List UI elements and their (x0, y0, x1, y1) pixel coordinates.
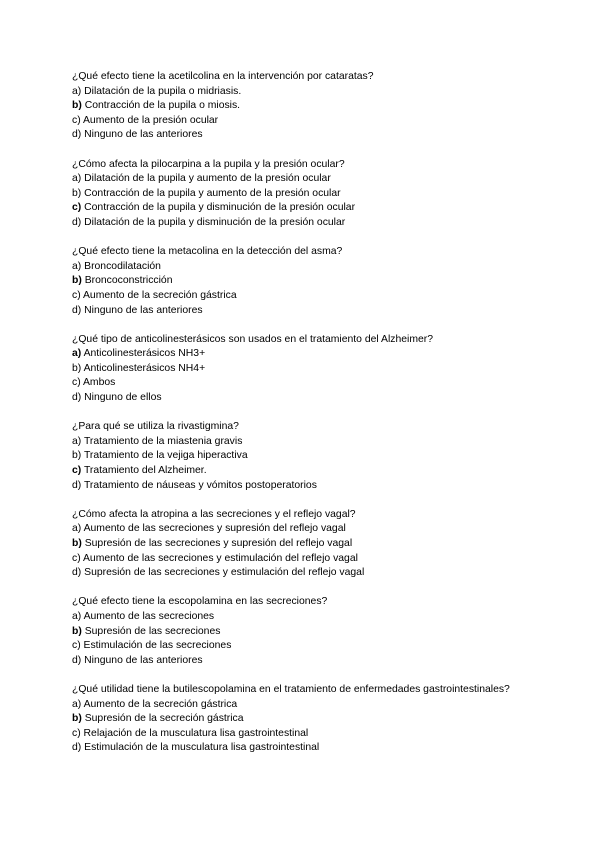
answer-text: Ninguno de ellos (84, 392, 162, 404)
answer-letter: d) (72, 479, 82, 491)
answer-option (72, 376, 542, 391)
question-block (72, 158, 542, 231)
answer-text: Tratamiento de la miastenia gravis (83, 435, 243, 447)
answer-letter-correct: b) (72, 713, 82, 725)
answer-letter: d) (72, 392, 82, 404)
answer-option (72, 625, 542, 640)
answer-option (72, 391, 542, 406)
answer-text: Aumento de las secreciones y supresión del reflejo vagal (83, 523, 346, 535)
answer-option (72, 347, 542, 362)
answer-option (72, 464, 542, 479)
answer-letter: c) (72, 727, 81, 739)
answer-letter: c) (72, 114, 81, 126)
question-block (72, 508, 542, 581)
answer-option (72, 479, 542, 494)
answer-letter-correct: b) (72, 275, 82, 287)
answer-option (72, 639, 542, 654)
answer-option (72, 289, 542, 304)
answer-option (72, 727, 542, 742)
answer-option (72, 172, 542, 187)
question-list (72, 70, 542, 756)
document-page (72, 70, 542, 771)
question-text: ¿Qué efecto tiene la escopolamina en las secreciones? (72, 596, 328, 608)
answer-option (72, 274, 542, 289)
answer-letter-correct: b) (72, 100, 82, 112)
answer-text: Dilatación de la pupila o midriasis. (84, 85, 242, 97)
answer-letter: d) (72, 742, 82, 754)
answer-letter: c) (72, 640, 81, 652)
answer-text: Supresión de la secreción gástrica (84, 713, 244, 725)
answer-letter: a) (72, 523, 82, 535)
answer-option (72, 741, 542, 756)
answer-text: Aumento de la secreción gástrica (83, 698, 238, 710)
answer-text: Broncoconstricción (84, 275, 173, 287)
answer-text: Contracción de la pupila y disminución de la presión ocular (84, 202, 356, 214)
answer-option (72, 712, 542, 727)
answer-text: Estimulación de las secreciones (83, 640, 232, 652)
answer-letter: a) (72, 698, 82, 710)
answer-text: Estimulación de la musculatura lisa gastrointestinal (84, 742, 320, 754)
question-text: ¿Qué tipo de anticolinesterásicos son usados en el tratamiento del Alzheimer? (72, 333, 433, 345)
question-text: ¿Cómo afecta la pilocarpina a la pupila y la presión ocular? (72, 158, 345, 170)
answer-letter-correct: c) (72, 465, 82, 477)
answer-text: Aumento de las secreciones y estimulación del reflejo vagal (82, 552, 358, 564)
answer-text: Tratamiento del Alzheimer. (83, 465, 207, 477)
answer-text: Tratamiento de la vejiga hiperactiva (83, 450, 248, 462)
answer-text: Tratamiento de náuseas y vómitos postoperatorios (83, 479, 317, 491)
answer-letter-correct: a) (72, 348, 82, 360)
answer-letter: a) (72, 610, 82, 622)
answer-option (72, 99, 542, 114)
answer-text: Aumento de la secreción gástrica (82, 289, 237, 301)
question-block (72, 245, 542, 318)
answer-text: Ninguno de las anteriores (84, 654, 203, 666)
answer-text: Dilatación de la pupila y disminución de la presión ocular (84, 216, 346, 228)
answer-option (72, 522, 542, 537)
answer-option (72, 304, 542, 319)
answer-option (72, 114, 542, 129)
answer-text: Ninguno de las anteriores (84, 129, 203, 141)
question-block (72, 333, 542, 406)
answer-text: Dilatación de la pupila y aumento de la presión ocular (84, 173, 331, 185)
question-block (72, 595, 542, 668)
answer-text: Broncodilatación (84, 260, 161, 272)
answer-option (72, 128, 542, 143)
question-block (72, 420, 542, 493)
answer-text: Aumento de las secreciones (83, 610, 215, 622)
answer-letter: b) (72, 187, 82, 199)
question-text: ¿Cómo afecta la atropina a las secreciones y el reflejo vagal? (72, 508, 356, 520)
answer-option (72, 201, 542, 216)
answer-option (72, 552, 542, 567)
question-text: ¿Para qué se utiliza la rivastigmina? (72, 421, 239, 433)
answer-text: Supresión de las secreciones y estimulación del reflejo vagal (84, 567, 365, 579)
answer-text: Relajación de la musculatura lisa gastrointestinal (83, 727, 309, 739)
answer-text: Contracción de la pupila y aumento de la presión ocular (84, 187, 341, 199)
answer-option (72, 435, 542, 450)
answer-letter: d) (72, 654, 82, 666)
answer-option (72, 362, 542, 377)
answer-option (72, 260, 542, 275)
question-block (72, 683, 542, 756)
answer-option (72, 216, 542, 231)
answer-letter: d) (72, 567, 82, 579)
answer-text: Contracción de la pupila o miosis. (84, 100, 241, 112)
answer-letter: a) (72, 260, 82, 272)
answer-option (72, 566, 542, 581)
question-text: ¿Qué utilidad tiene la butilescopolamina en el tratamiento de enfermedades gastrointestinales? (72, 683, 510, 695)
answer-letter: c) (72, 377, 81, 389)
answer-letter: c) (72, 289, 81, 301)
answer-option (72, 449, 542, 464)
answer-text: Ninguno de las anteriores (84, 304, 203, 316)
answer-option (72, 698, 542, 713)
answer-letter: d) (72, 129, 82, 141)
answer-letter: b) (72, 362, 82, 374)
answer-option (72, 85, 542, 100)
answer-option (72, 187, 542, 202)
answer-text: Supresión de las secreciones y supresión del reflejo vagal (84, 538, 353, 549)
answer-letter: b) (72, 450, 82, 462)
answer-text: Anticolinesterásicos NH4+ (83, 362, 206, 374)
answer-letter: a) (72, 173, 82, 185)
answer-text: Ambos (82, 377, 116, 389)
answer-letter: d) (72, 304, 82, 316)
answer-letter: a) (72, 435, 82, 447)
answer-letter-correct: c) (72, 202, 82, 214)
answer-option (72, 610, 542, 625)
answer-letter: c) (72, 552, 81, 564)
question-text: ¿Qué efecto tiene la metacolina en la detección del asma? (72, 246, 343, 258)
answer-text: Anticolinesterásicos NH3+ (83, 348, 206, 360)
answer-text: Aumento de la presión ocular (82, 114, 219, 126)
answer-text: Supresión de las secreciones (84, 625, 221, 637)
question-text: ¿Qué efecto tiene la acetilcolina en la intervención por cataratas? (72, 71, 374, 82)
answer-letter-correct: b) (72, 538, 82, 549)
answer-letter-correct: b) (72, 625, 82, 637)
answer-option (72, 654, 542, 669)
question-block (72, 70, 542, 143)
answer-option (72, 537, 542, 552)
answer-letter: a) (72, 85, 82, 97)
answer-letter: d) (72, 216, 82, 228)
